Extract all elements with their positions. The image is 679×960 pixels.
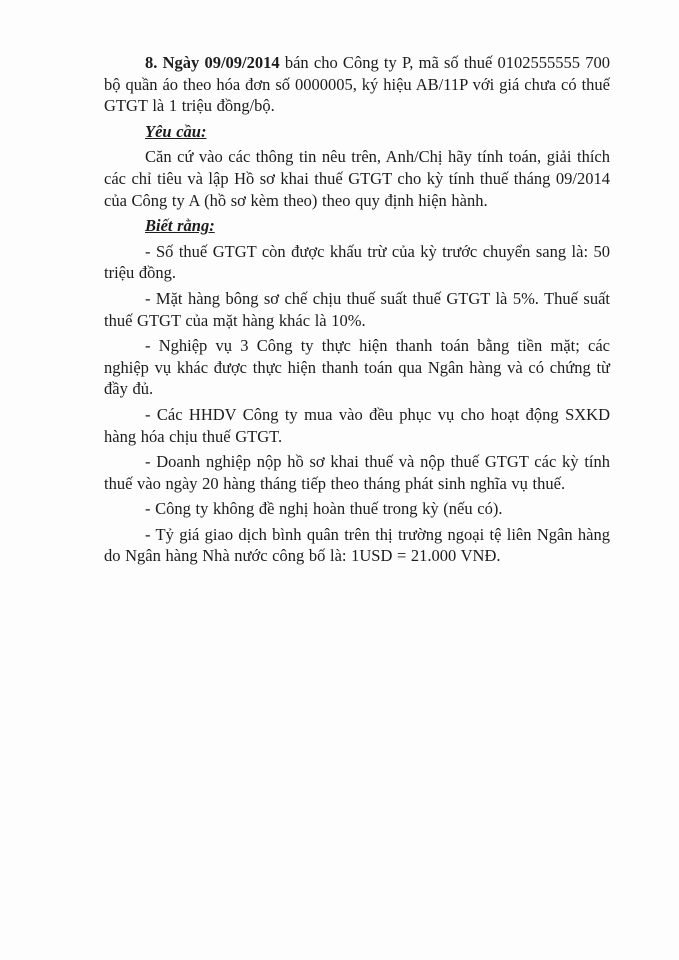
note-item: - Số thuế GTGT còn được khấu trừ của kỳ trước chuyển sang là: 50 triệu đồng.: [104, 241, 610, 283]
note-item: - Các HHDV Công ty mua vào đều phục vụ cho hoạt động SXKD hàng hóa chịu thuế GTGT.: [104, 404, 610, 446]
document-content: [104, 52, 610, 571]
note-item: - Tỷ giá giao dịch bình quân trên thị trường ngoại tệ liên Ngân hàng do Ngân hàng Nhà nước công bố là: 1USD = 21.000 VNĐ.: [104, 524, 610, 566]
note-item: - Công ty không đề nghị hoàn thuế trong kỳ (nếu có).: [145, 499, 503, 519]
transaction-lead: 8. Ngày 09/09/2014: [145, 53, 280, 72]
note-item: - Doanh nghiệp nộp hồ sơ khai thuế và nộp thuế GTGT các kỳ tính thuế vào ngày 20 hàng tháng tiếp theo tháng phát sinh nghĩa vụ thuế.: [104, 452, 610, 493]
notes-heading: Biết rằng:: [145, 216, 215, 236]
requirement-heading: Yêu cầu:: [145, 121, 207, 141]
requirement-paragraph: Căn cứ vào các thông tin nêu trên, Anh/Chị hãy tính toán, giải thích các chỉ tiêu và lập Hồ sơ khai thuế GTGT cho kỳ tính thuế tháng 09/2014 của Công ty A (hồ sơ kèm theo) theo quy định hiện hành.: [104, 147, 610, 210]
requirement-heading-line: [104, 121, 610, 143]
transaction-text: bán cho Công ty P, mã số thuế 0102555555 700 bộ quần áo theo hóa đơn số 0000005, ký hiệu AB/11P với giá chưa có thuế GTGT là 1 triệu đồng/bộ.: [104, 53, 610, 116]
note-item: - Nghiệp vụ 3 Công ty thực hiện thanh toán bằng tiền mặt; các nghiệp vụ khác được thực hiện thanh toán qua Ngân hàng và có chứng từ đầy đủ.: [104, 336, 610, 399]
notes-heading-line: [104, 215, 610, 237]
note-item: - Mặt hàng bông sơ chế chịu thuế suất thuế GTGT là 5%. Thuế suất thuế GTGT của mặt hàng khác là 10%.: [104, 288, 610, 330]
transaction-paragraph: [104, 52, 610, 117]
